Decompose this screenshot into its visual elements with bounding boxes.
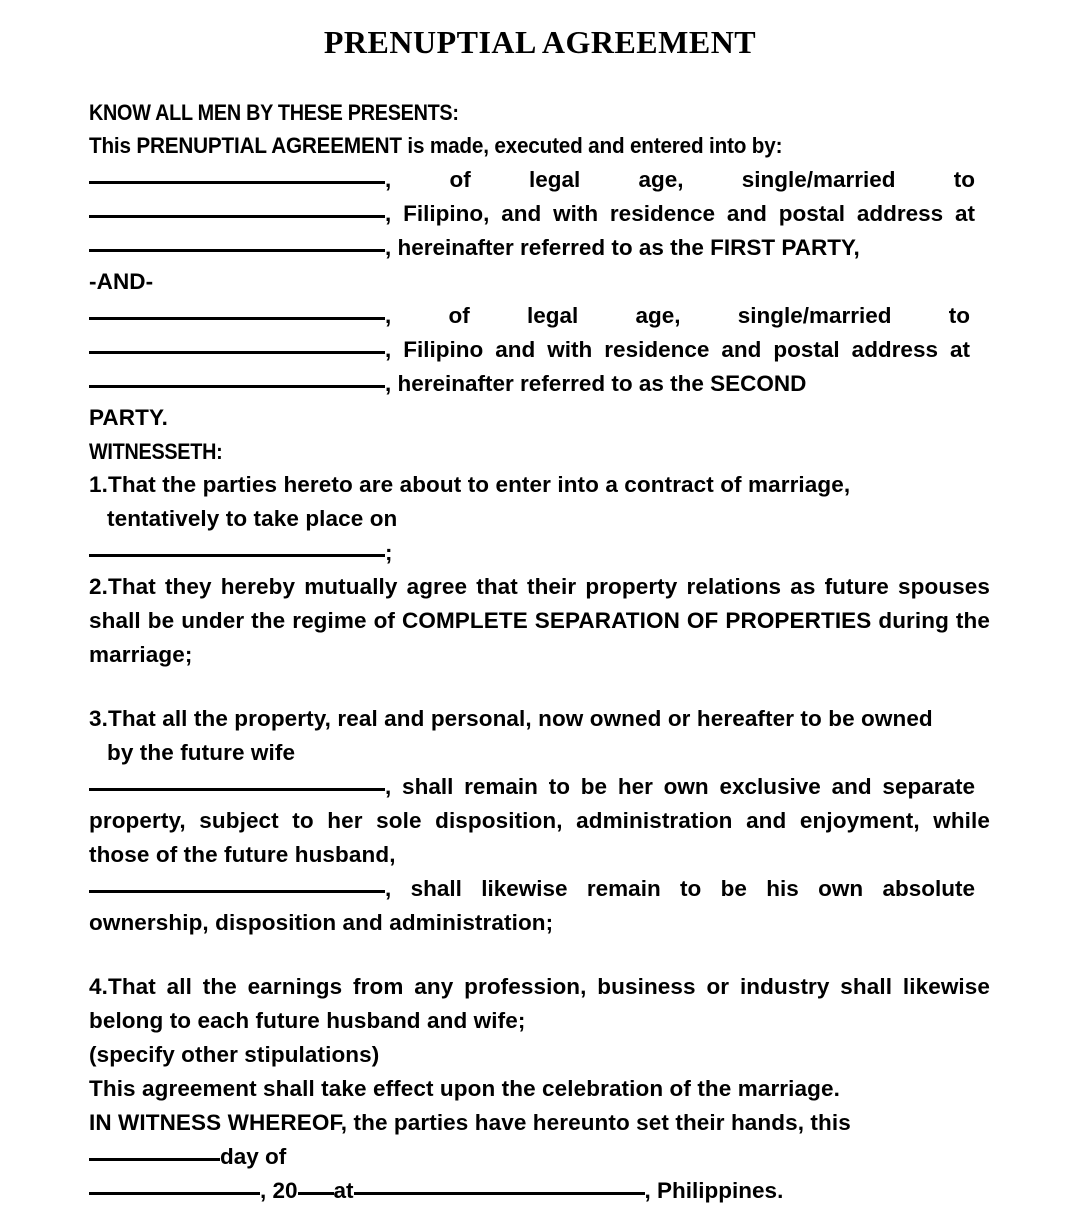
first-party-address-blank[interactable]: [89, 199, 385, 218]
clause-3-after-blank-2: , shall likewise remain to be his own absolute: [385, 876, 975, 901]
first-party-line1-text: , of legal age, single/married to: [385, 167, 975, 192]
day-of-row: [89, 1140, 990, 1174]
marriage-date-blank[interactable]: [89, 538, 385, 557]
second-party-designation-blank[interactable]: [89, 369, 385, 388]
clause-1-number: 1.: [89, 472, 108, 497]
clause-1-after-blank: ;: [385, 540, 393, 565]
effect-clause: This agreement shall take effect upon the celebration of the marriage.: [89, 1076, 840, 1101]
month-blank[interactable]: [89, 1176, 260, 1195]
page-title: PRENUPTIAL AGREEMENT: [323, 24, 757, 60]
witnesseth-heading: WITNESSETH:: [89, 439, 223, 464]
clause-3-line4: ownership, disposition and administration;: [89, 910, 554, 935]
place-blank[interactable]: [354, 1176, 645, 1195]
second-party-line1-text: , of legal age, single/married to: [385, 303, 970, 328]
clause-3-number: 3.: [89, 706, 108, 731]
lead-line: This PRENUPTIAL AGREEMENT is made, executed and entered into by:: [89, 133, 783, 158]
day-of-label: day of: [220, 1144, 287, 1169]
clause-4-text: That all the earnings from any profession, business or industry shall likewise belong to each future husband and wife;: [89, 974, 990, 1033]
first-party-line2-text: , Filipino, and with residence and postal address at: [385, 201, 975, 226]
second-party-designation-row: [89, 367, 990, 401]
clause-3-line2: by the future wife: [107, 740, 296, 765]
second-party-address-row: [89, 333, 990, 367]
witness-whereof-line: IN WITNESS WHEREOF, the parties have hereunto set their hands, this: [89, 1110, 851, 1135]
stipulations-note: (specify other stipulations): [89, 1042, 380, 1067]
second-party-line2-text: , Filipino and with residence and postal address at: [385, 337, 970, 362]
first-party-name-row: [89, 163, 990, 197]
wife-property-blank[interactable]: [89, 772, 385, 791]
clause-4: [89, 970, 990, 1038]
first-party-designation-blank[interactable]: [89, 233, 385, 252]
first-party-designation-row: [89, 231, 990, 265]
clause-1-line1: [89, 468, 990, 502]
first-party-name-blank[interactable]: [89, 165, 385, 184]
place-suffix-label: , Philippines.: [644, 1178, 784, 1203]
month-year-place-row: [89, 1174, 990, 1208]
first-party-line3-text: , hereinafter referred to as the FIRST PARTY,: [385, 235, 860, 260]
preamble-heading: KNOW ALL MEN BY THESE PRESENTS:: [89, 100, 459, 125]
clause-3-line1: [89, 702, 990, 736]
second-party-name-row: [89, 299, 990, 333]
clause-3-husband-property-row: [89, 872, 990, 906]
clause-3-wife-property-row: [89, 770, 990, 804]
husband-property-blank[interactable]: [89, 874, 385, 893]
year-blank[interactable]: [298, 1176, 334, 1195]
clause-2-text: That they hereby mutually agree that their property relations as future spouses shall be under the regime of COMPLETE SEPARATION OF PROPERTIES during the marriage;: [89, 574, 990, 667]
clause-2-number: 2.: [89, 574, 108, 599]
clause-3-text-part1: That all the property, real and personal, now owned or hereafter to be owned: [107, 706, 933, 731]
at-label: at: [333, 1178, 354, 1203]
second-party-address-blank[interactable]: [89, 335, 385, 354]
clause-3-line3: property, subject to her sole disposition, administration and enjoyment, while those of the future husband,: [89, 808, 990, 867]
first-party-address-row: [89, 197, 990, 231]
clause-1-text-part1: That the parties hereto are about to enter into a contract of marriage,: [107, 472, 851, 497]
spacer-clause-2-3: [89, 672, 990, 702]
second-party-line3-text: , hereinafter referred to as the SECOND: [385, 371, 807, 396]
second-party-name-blank[interactable]: [89, 301, 385, 320]
conjunction-and: -AND-: [89, 269, 154, 294]
second-party-line4: PARTY.: [89, 405, 168, 430]
year-prefix-label: , 20: [260, 1178, 298, 1203]
day-blank[interactable]: [89, 1142, 220, 1161]
spacer-clause-3-4: [89, 940, 990, 970]
clause-4-number: 4.: [89, 974, 108, 999]
document-body: [89, 96, 990, 1208]
clause-3-after-blank-1: , shall remain to be her own exclusive and separate: [385, 774, 975, 799]
clause-1-date-row: [89, 536, 990, 570]
clause-2: [89, 570, 990, 672]
clause-1-line2: tentatively to take place on: [107, 506, 398, 531]
